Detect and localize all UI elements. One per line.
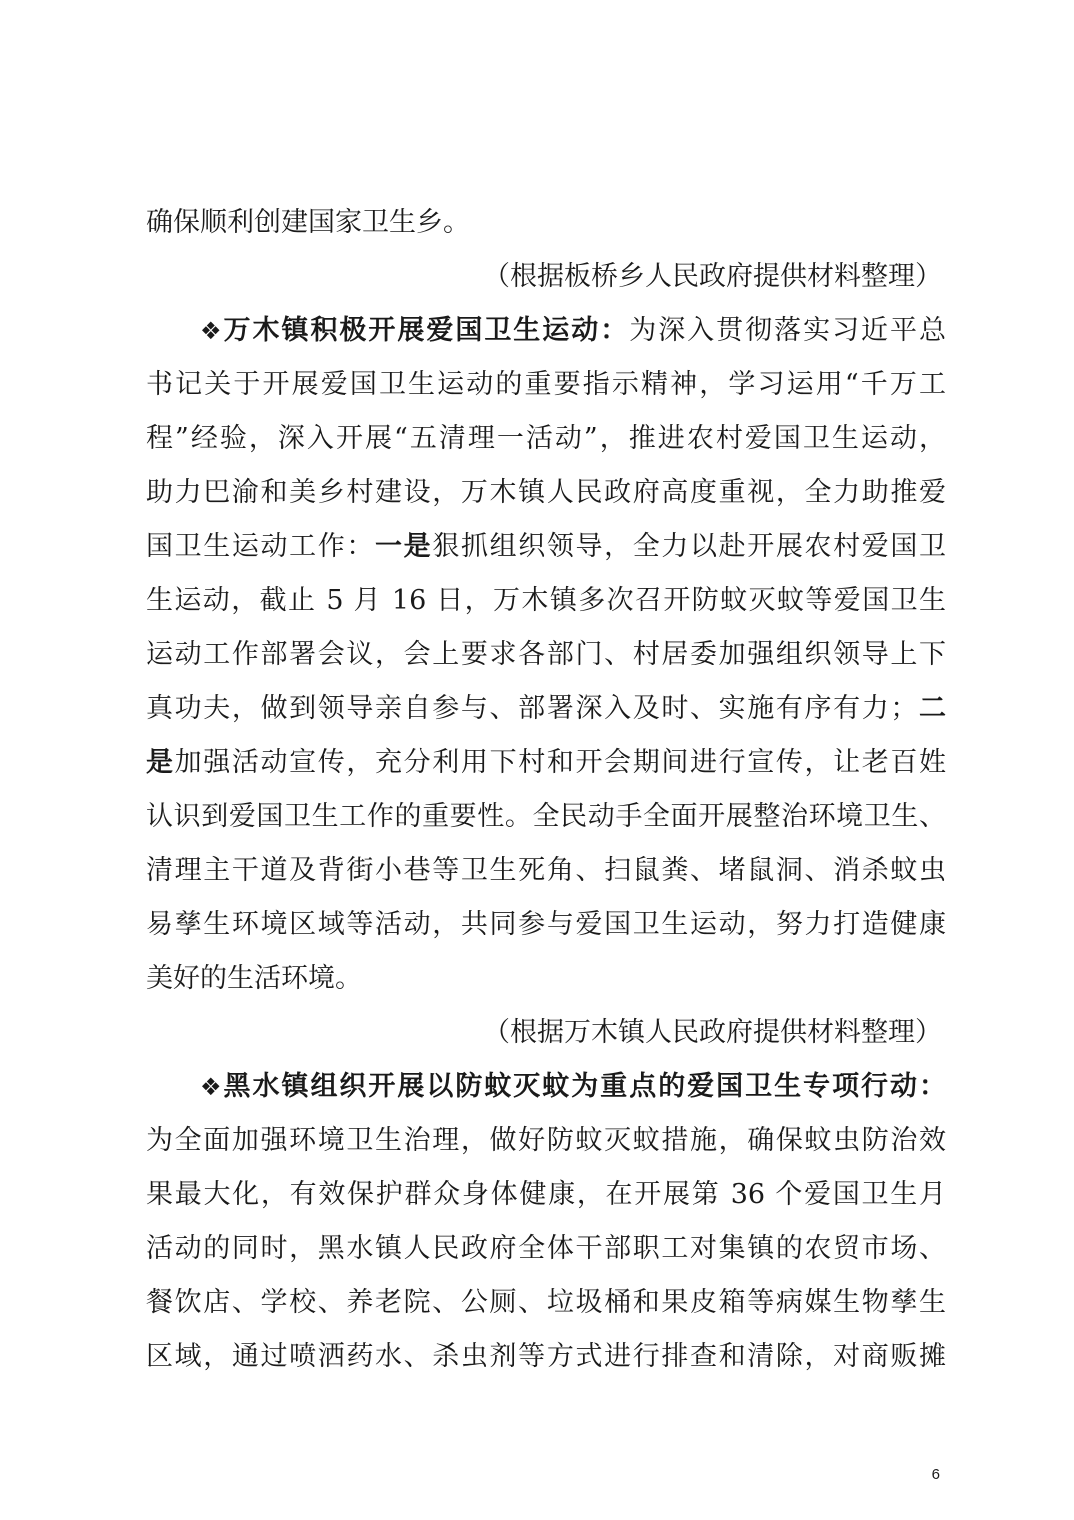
source-note-banqiao: （根据板桥乡人民政府提供材料整理）	[483, 261, 942, 292]
emphasis-first: 一是	[375, 531, 433, 562]
section1-text: 国卫生运动工作：	[146, 531, 376, 562]
section2-line: 餐饮店、学校、养老院、公厕、垃圾桶和果皮箱等病媒生物孳生	[146, 1287, 946, 1318]
section2-title: 黑水镇组织开展以防蚊灭蚊为重点的爱国卫生专项行动：	[223, 1071, 947, 1102]
section1-line: 美好的生活环境。	[146, 963, 362, 994]
section1-text: 为深入贯彻落实习近平总	[629, 315, 947, 346]
section2-line: 果最大化，有效保护群众身体健康，在开展第 36 个爱国卫生月	[146, 1179, 946, 1210]
section1-heading-line	[200, 308, 946, 354]
intro-line: 确保顺利创建国家卫生乡。	[146, 207, 470, 238]
section2-line: 活动的同时，黑水镇人民政府全体干部职工对集镇的农贸市场、	[146, 1233, 946, 1264]
section1-line: 认识到爱国卫生工作的重要性。全民动手全面开展整治环境卫生、	[146, 801, 946, 832]
section1-line: 运动工作部署会议，会上要求各部门、村居委加强组织领导上下	[146, 639, 946, 670]
section1-text: 狠抓组织领导，全力以赴开展农村爱国卫	[432, 531, 947, 562]
section2-line: 区域，通过喷洒药水、杀虫剂等方式进行排查和清除，对商贩摊	[146, 1341, 946, 1372]
section1-line: 程”经验，深入开展“五清理一活动”，推进农村爱国卫生运动，	[146, 423, 946, 454]
section1-line: 书记关于开展爱国卫生运动的重要指示精神，学习运用“千万工	[146, 369, 946, 400]
section1-line: 生运动，截止 5 月 16 日，万木镇多次召开防蚊灭蚊等爱国卫生	[146, 585, 946, 616]
page-number: 6	[931, 1466, 940, 1483]
diamond-bullet-icon: ❖	[200, 317, 224, 345]
section1-line: 助力巴渝和美乡村建设，万木镇人民政府高度重视，全力助推爱	[146, 477, 946, 508]
section1-line: 易孳生环境区域等活动，共同参与爱国卫生运动，努力打造健康	[146, 909, 946, 940]
section1-text: 加强活动宣传，充分利用下村和开会期间进行宣传，让老百姓	[174, 747, 947, 778]
section1-line: 清理主干道及背街小巷等卫生死角、扫鼠粪、堵鼠洞、消杀蚊虫	[146, 855, 946, 886]
emphasis-second-cont: 是	[146, 747, 175, 778]
emphasis-second: 二	[917, 693, 947, 724]
diamond-bullet-icon: ❖	[200, 1073, 224, 1101]
section2-heading-line	[200, 1064, 946, 1110]
section1-title: 万木镇积极开展爱国卫生运动：	[223, 315, 630, 346]
section1-line	[146, 524, 946, 570]
section2-line: 为全面加强环境卫生治理，做好防蚊灭蚊措施，确保蚊虫防治效	[146, 1125, 946, 1156]
source-note-wanmu: （根据万木镇人民政府提供材料整理）	[483, 1017, 942, 1048]
section1-line	[146, 686, 946, 732]
section1-text: 真功夫，做到领导亲自参与、部署深入及时、实施有序有力；	[146, 693, 918, 724]
section1-line	[146, 740, 946, 786]
